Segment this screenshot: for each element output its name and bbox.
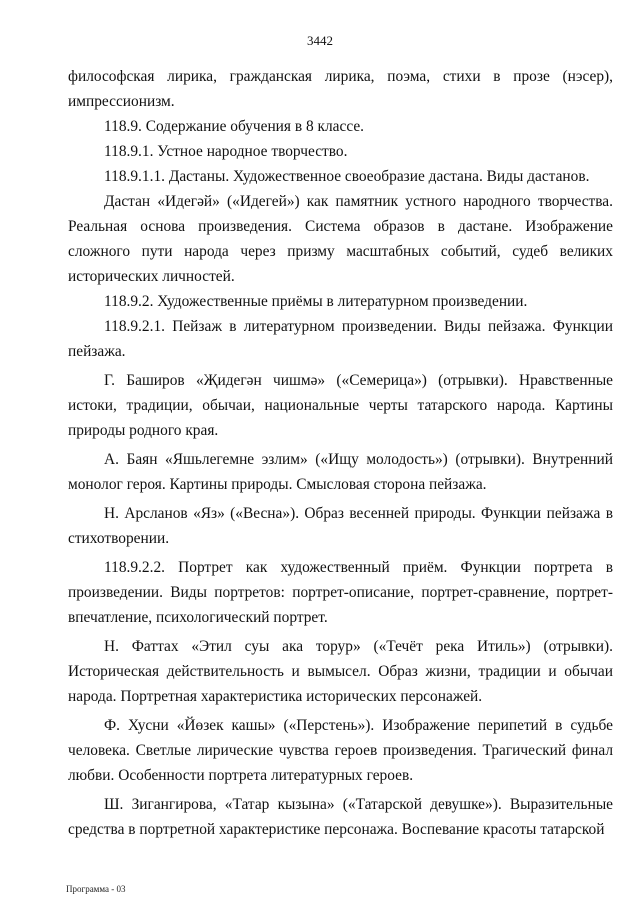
paragraph: 118.9.1. Устное народное творчество. — [104, 143, 348, 160]
paragraph: Ф. Хусни «Йөзек кашы» («Перстень»). Изображение перипетий в судьбе человека. Светлые лирические чувства героев произведения. Трагический финал любви. Особенности портрета литературных героев. — [68, 717, 613, 784]
paragraph: 118.9.2.2. Портрет как художественный приём. Функции портрета в произведении. Виды портретов: портрет-описание, портрет-сравнение, портрет-впечатление, психологический портрет. — [68, 559, 613, 626]
paragraph: 118.9.1.1. Дастаны. Художественное своеобразие дастана. Виды дастанов. — [104, 168, 590, 185]
paragraph: Дастан «Идегәй» («Идегей») как памятник устного народного творчества. Реальная основа произведения. Система образов в дастане. Изображение сложного пути народа через призму масштабных событий, судеб великих исторических личностей. — [68, 193, 613, 285]
paragraph: Ш. Зигангирова, «Татар кызына» («Татарской девушке»). Выразительные средства в портретной характеристике персонажа. Воспевание красоты татарской — [68, 796, 613, 838]
paragraph: 118.9. Содержание обучения в 8 классе. — [104, 118, 365, 135]
page-number: 3442 — [307, 33, 333, 48]
document-body — [68, 64, 613, 842]
paragraph: Н. Арсланов «Яз» («Весна»). Образ весенней природы. Функции пейзажа в стихотворении. — [68, 505, 613, 547]
paragraph: А. Баян «Яшьлегемне эзлим» («Ищу молодость») (отрывки). Внутренний монолог героя. Картины природы. Смысловая сторона пейзажа. — [68, 451, 613, 493]
paragraph: 118.9.2.1. Пейзаж в литературном произведении. Виды пейзажа. Функции пейзажа. — [68, 318, 613, 360]
paragraph: философская лирика, гражданская лирика, поэма, стихи в прозе (нэсер), импрессионизм. — [68, 68, 613, 110]
paragraph: Н. Фаттах «Этил суы ака торур» («Течёт река Итиль») (отрывки). Историческая действительность и вымысел. Образ жизни, традиции и обычаи народа. Портретная характеристика исторических персонажей. — [68, 638, 613, 705]
footer-label: Программа - 03 — [66, 884, 126, 894]
paragraph: Г. Баширов «Җидегән чишмә» («Семерица») (отрывки). Нравственные истоки, традиции, обычаи, национальные черты татарского народа. Картины природы родного края. — [68, 372, 613, 439]
paragraph: 118.9.2. Художественные приёмы в литературном произведении. — [104, 293, 528, 310]
